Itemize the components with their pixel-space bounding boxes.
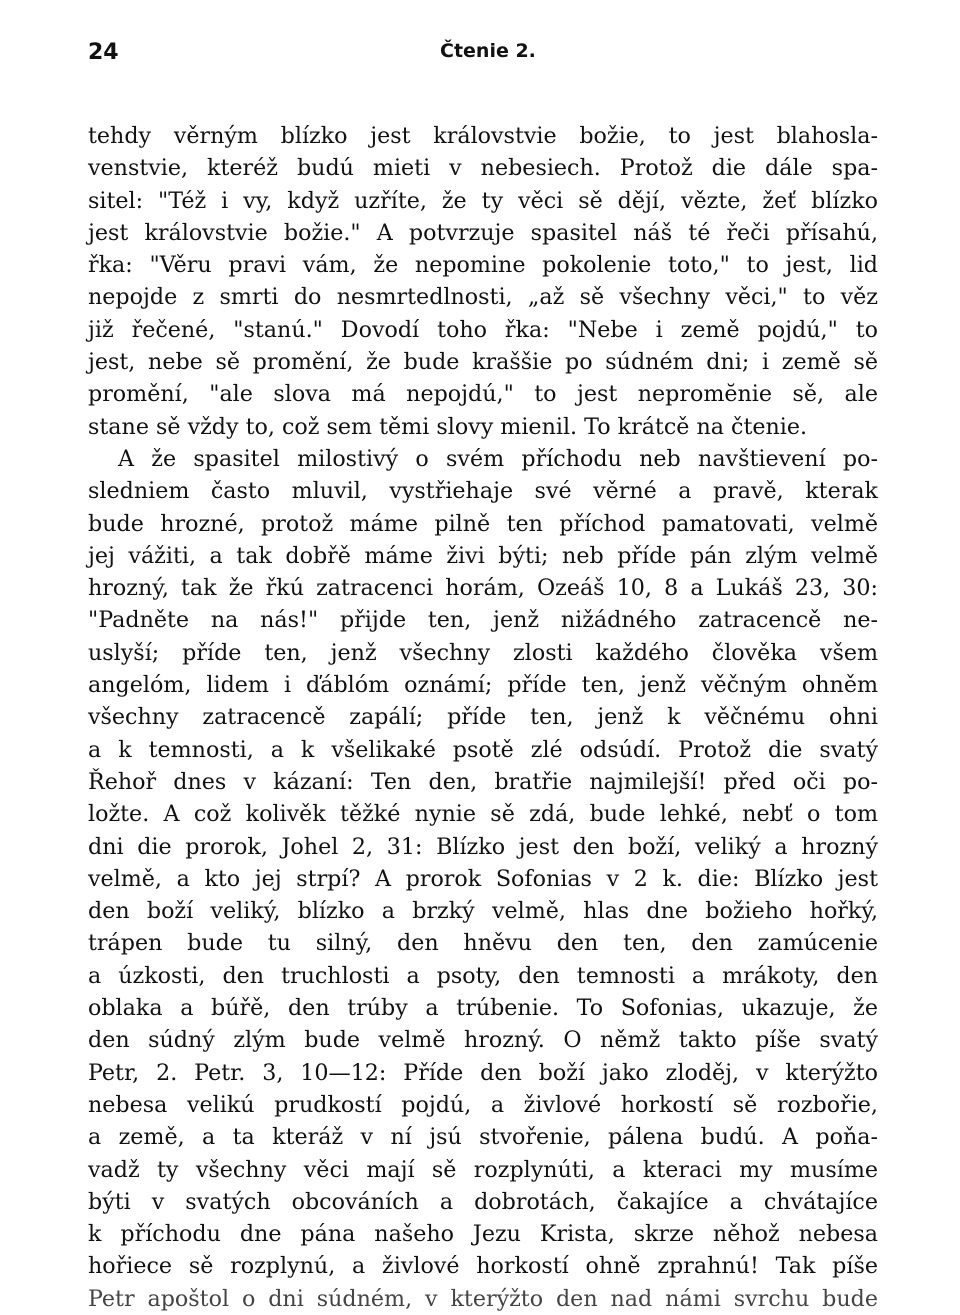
text-line: hrozný, tak že řkú zatracenci horám, Ozeáš 10, 8 a Lukáš 23, 30: [88, 575, 878, 602]
text-line: A že spasitel milostivý o svém příchodu neb navštievení po- [118, 445, 878, 472]
text-line: Petr, 2. Petr. 3, 10—12: Příde den boží jako zloděj, v kterýžto [88, 1059, 878, 1086]
text-line: a úzkosti, den truchlosti a psoty, den temnosti a mrákoty, den [88, 962, 878, 989]
text-line: trápen bude tu silný, den hněvu den ten, den zamúcenie [88, 930, 878, 957]
text-line: stane sě vždy to, což sem těmi slovy mienil. To krátcě na čtenie. [88, 413, 808, 440]
text-line: promění, "ale slova má nepojdú," to jest nepromĕnie sě, ale [88, 381, 878, 408]
page-header [88, 40, 878, 74]
text-line: jej vážiti, a tak dobřě máme živi býti; neb příde pán zlým velmě [88, 542, 878, 569]
text-line: bude hrozné, protož máme pilně ten příchod pamatovati, velmě [88, 510, 878, 537]
body-text [88, 120, 878, 1315]
text-line: hořiece sě rozplynú, a živlové horkostí ohně zprahnú! Tak píše [88, 1253, 878, 1280]
text-line: sledniem často mluvil, vystřiehaje své věrné a pravě, kterak [88, 478, 878, 505]
text-line: Řehoř dnes v kázaní: Ten den, bratřie najmilejší! před oči po- [88, 768, 878, 795]
running-head: Čtenie 2. [440, 40, 536, 62]
text-line: oblaka a búřě, den trúby a trúbenie. To Sofonias, ukazuje, že [88, 995, 878, 1022]
page-number: 24 [88, 40, 119, 65]
text-line: jest královstvie božie." A potvrzuje spasitel náš té řeči přísahú, [88, 219, 878, 246]
text-line: sitel: "Též i vy, když uzříte, že ty věci sě dějí, vězte, žeť blízko [88, 187, 878, 214]
text-line: Petr apoštol o dni súdném, v kterýžto den nad námi svrchu bude [88, 1285, 878, 1312]
text-line: den boží veliký, blízko a brzký velmě, hlas dne božieho hořký, [88, 898, 878, 925]
text-line: dni die prorok, Johel 2, 31: Blízko jest den boží, veliký a hrozný [88, 833, 878, 860]
text-line: vadž ty všechny věci mají sě rozplynúti, a kteraci my musíme [88, 1156, 878, 1183]
text-line: tehdy věrným blízko jest královstvie božie, to jest blahosla- [88, 123, 878, 149]
text-line: venstvie, kteréž budú mieti v nebesiech. Protož die dále spa- [88, 155, 878, 182]
text-line: nepojde z smrti do nesmrtedlnosti, „až sě všechny věci," to věz [88, 284, 878, 311]
text-line: nebesa velikú prudkostí pojdú, a živlové horkostí sě rozbořie, [88, 1091, 878, 1118]
text-line: a k temnosti, a k všelikaké psotě zlé odsúdí. Protož die svatý [88, 736, 878, 763]
text-line: všechny zatracencě zapálí; příde ten, jenž k věčnému ohni [88, 704, 878, 731]
text-line: angelóm, lidem i ďáblóm oznámí; příde ten, jenž věčným ohněm [88, 672, 878, 699]
text-line: ložte. A což kolivěk těžké nynie sě zdá, bude lehké, nebť o tom [88, 801, 878, 828]
text-line: den súdný zlým bude velmě hrozný. O němž takto píše svatý [88, 1027, 878, 1054]
text-line: jest, nebe sě promění, že bude kraššie po súdném dni; i země sě [88, 349, 878, 376]
text-line: velmě, a kto jej strpí? A prorok Sofonias v 2 k. die: Blízko jest [88, 865, 878, 892]
text-line: uslyší; příde ten, jenž všechny zlosti každého člověka všem [88, 639, 878, 666]
text-line: býti v svatých obcováních a dobrotách, čakajíce a chvátajíce [88, 1188, 878, 1215]
text-line: a země, a ta kteráž v ní jsú stvořenie, pálena budú. A poňa- [88, 1124, 878, 1151]
text-line: řka: "Věru pravi vám, že nepomine pokolenie toto," to jest, lid [88, 252, 878, 279]
text-line: k příchodu dne pána našeho Jezu Krista, skrze něhož nebesa [88, 1221, 878, 1248]
text-line: již řečené, "stanú." Dovodí toho řka: "Nebe i země pojdú," to [88, 316, 878, 343]
text-line: "Padněte na nás!" přijde ten, jenž nižádného zatracencě ne- [88, 607, 878, 634]
